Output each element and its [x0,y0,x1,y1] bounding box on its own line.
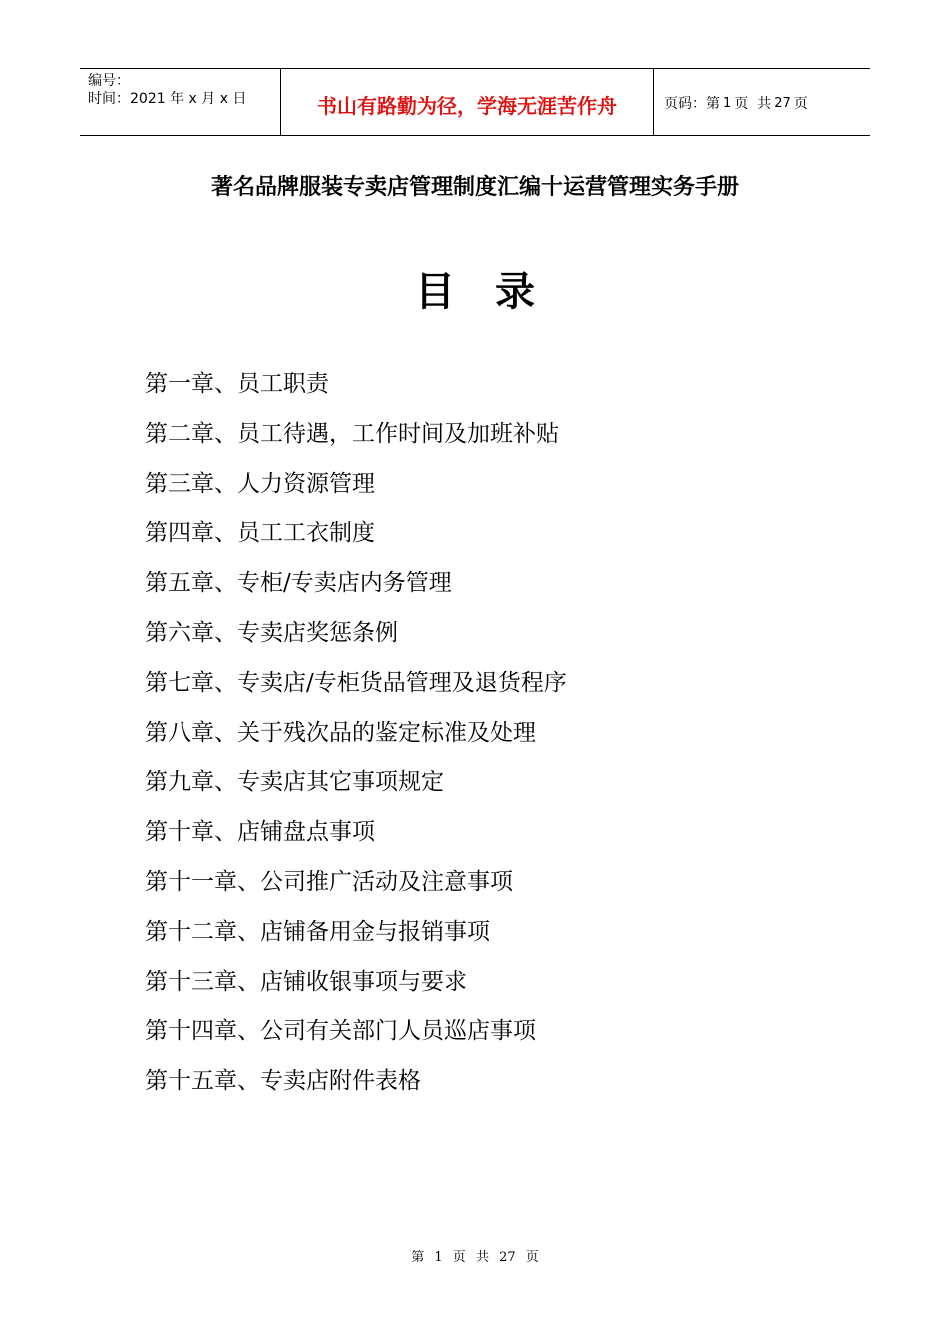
footer-suffix: 页 [525,1250,539,1265]
page-prefix: 页码：第 [664,96,720,112]
toc-item: 第十四章、公司有关部门人员巡店事项 [145,1018,536,1045]
time-label: 时间： [88,91,130,107]
toc-item: 第四章、员工工衣制度 [145,520,375,547]
toc-item: 第一章、员工职责 [145,371,329,397]
toc-heading [0,260,950,317]
toc-item: 第九章、专卖店其它事项规定 [145,769,444,796]
toc-item: 第三章、人力资源管理 [145,470,375,497]
toc-item: 第六章、专卖店奖惩条例 [145,619,398,646]
page-suffix: 页 [793,96,808,112]
page-header [80,68,870,136]
toc-item: 第七章、专卖店/专柜货品管理及退货程序 [145,669,567,696]
page-current: 1 [723,95,732,111]
time-line [88,90,280,108]
toc-item: 第二章、员工待遇，工作时间及加班补贴 [145,420,559,447]
footer-mid2: 共 [475,1250,489,1265]
page-mid: 页 共 [734,96,772,112]
page-footer [0,1246,950,1265]
footer-mid1: 页 [452,1250,466,1265]
toc-item: 第十三章、店铺收银事项与要求 [145,968,467,995]
number-label: 编号： [88,73,130,89]
header-page-cell [654,69,870,135]
footer-total: 27 [499,1250,516,1265]
toc-item: 第十一章、公司推广活动及注意事项 [145,868,513,895]
header-meta-cell [80,69,281,135]
footer-current: 1 [434,1250,443,1265]
motto-text: 书山有路勤为径，学海无涯苦作舟 [317,93,617,118]
toc-heading-char-2: 录 [495,269,535,315]
toc-list [145,364,567,1111]
toc-item: 第十二章、店铺备用金与报销事项 [145,918,490,945]
time-value: 2021 年 x 月 x 日 [130,91,247,107]
footer-prefix: 第 [411,1250,425,1265]
toc-item: 第五章、专柜/专卖店内务管理 [145,570,452,597]
toc-item: 第八章、关于残次品的鉴定标准及处理 [145,719,536,746]
toc-item: 第十五章、专卖店附件表格 [145,1068,421,1095]
document-title: 著名品牌服装专卖店管理制度汇编十运营管理实务手册 [210,175,739,200]
page-total: 27 [774,95,791,111]
toc-heading-char-1: 目 [415,269,455,315]
header-motto-cell [281,69,654,135]
toc-item: 第十章、店铺盘点事项 [145,819,375,846]
